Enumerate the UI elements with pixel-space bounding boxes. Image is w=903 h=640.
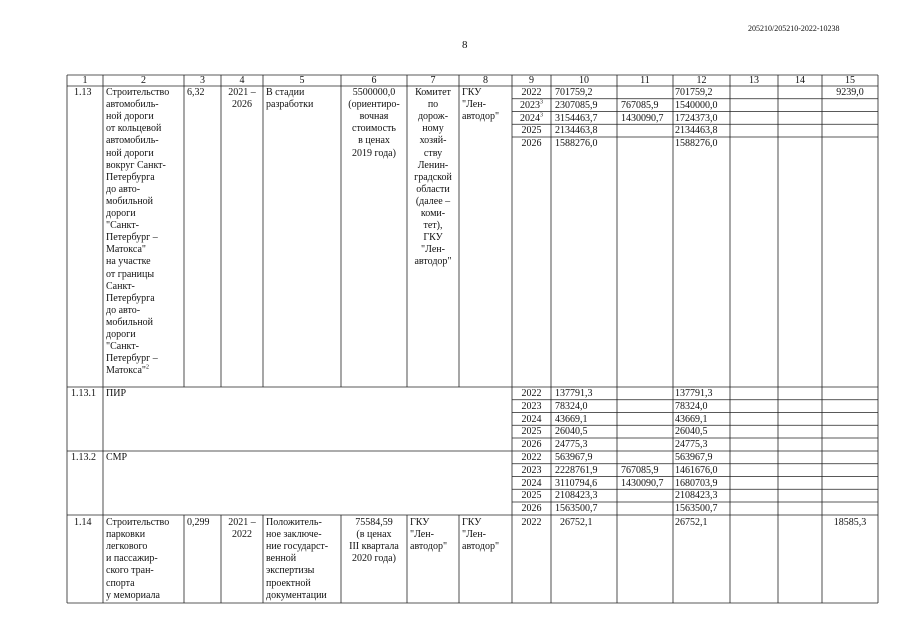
- object-name: автомобиль-: [106, 135, 159, 147]
- federal-value: 767085,9: [621, 99, 659, 111]
- regional-value: 43669,1: [675, 413, 708, 425]
- year: 2023: [521, 400, 542, 412]
- period: 2021 –: [228, 517, 256, 528]
- status: венной: [266, 553, 297, 565]
- col15-value: 18585,3: [833, 517, 867, 528]
- total-value: 43669,1: [555, 413, 588, 425]
- object-name: "Санкт-: [106, 341, 139, 353]
- header-number: 9: [529, 74, 534, 86]
- object-name: на участке: [106, 256, 151, 268]
- estimated-cost: (ориентиро-: [348, 99, 400, 111]
- object-name: парковки: [106, 529, 146, 541]
- total-value: 26752,1: [560, 517, 593, 528]
- header-number: 12: [696, 74, 707, 86]
- federal-value: 1430090,7: [621, 112, 664, 124]
- header-number: 7: [430, 74, 436, 86]
- header-number: 10: [579, 74, 589, 86]
- regional-value: 701759,2: [675, 87, 713, 98]
- customer: Ленин-: [417, 159, 449, 171]
- customer: автодор": [414, 256, 452, 268]
- estimated-cost: в ценах: [358, 135, 390, 147]
- customer: "Лен-: [410, 529, 434, 541]
- year: 2025: [521, 490, 542, 502]
- object-name: у мемориала: [106, 589, 160, 601]
- executor: "Лен-: [462, 99, 486, 111]
- customer: по: [427, 99, 439, 111]
- regional-value: 1563500,7: [675, 503, 718, 514]
- regional-value: 137791,3: [675, 388, 713, 399]
- header-number: 1: [82, 74, 88, 86]
- total-value: 1588276,0: [555, 138, 598, 149]
- regional-value: 1680703,9: [675, 477, 718, 489]
- object-name: Матокса"$^2$: [106, 364, 149, 377]
- row-number: 1.13.1: [71, 388, 96, 399]
- header-number: 15: [845, 74, 855, 86]
- object-name: спорта: [106, 577, 135, 589]
- total-value: 3154463,7: [555, 112, 598, 124]
- object-name: Петербург –: [106, 353, 158, 365]
- regional-value: 2108423,3: [675, 490, 718, 502]
- total-value: 3110794,6: [555, 477, 598, 489]
- customer: ству: [423, 147, 443, 159]
- federal-value: 767085,9: [621, 464, 659, 476]
- estimated-cost: стоимость: [352, 123, 396, 135]
- object-name: Петербург –: [106, 232, 158, 244]
- year: 2022: [521, 517, 542, 528]
- header-number: 11: [640, 74, 650, 86]
- object-name: ной дороги: [106, 111, 154, 123]
- total-value: 2228761,9: [555, 464, 598, 476]
- length-km: 0,299: [187, 517, 210, 528]
- header-number: 3: [200, 74, 205, 86]
- object-name: Матокса": [106, 244, 146, 256]
- row-number: 1.13: [74, 87, 92, 98]
- period: 2026: [232, 99, 252, 111]
- executor: "Лен-: [462, 529, 486, 541]
- total-value: 1563500,7: [555, 503, 598, 514]
- total-value: 78324,0: [555, 400, 588, 412]
- object-name: Строительство: [106, 87, 170, 98]
- status: разработки: [266, 99, 314, 111]
- col15-value: 9239,0: [836, 87, 864, 98]
- executor: автодор": [462, 541, 500, 553]
- regional-value: 1540000,0: [675, 99, 718, 111]
- customer: дорож-: [417, 111, 449, 123]
- executor: автодор": [462, 111, 500, 123]
- object-name: мобильной: [106, 195, 154, 207]
- object-name: Строительство: [106, 517, 170, 528]
- page-number: 8: [462, 39, 468, 51]
- footnote-marker: 2: [146, 364, 149, 371]
- year: 2024: [521, 413, 542, 425]
- year: 2023: [521, 464, 542, 476]
- object-name: и пассажир-: [106, 553, 158, 565]
- regional-value: 1461676,0: [675, 464, 718, 476]
- total-value: 2108423,3: [555, 490, 598, 502]
- estimated-cost: 2019 года): [352, 147, 396, 159]
- object-name: дороги: [106, 208, 136, 219]
- regional-value: 563967,9: [675, 452, 713, 463]
- object-name: ского тран-: [106, 565, 154, 577]
- object-name: легкового: [106, 541, 148, 553]
- footnote-marker: 3: [540, 99, 543, 106]
- year: 2026: [521, 439, 542, 450]
- total-value: 701759,2: [555, 87, 593, 98]
- estimated-cost: III квартала: [349, 541, 399, 553]
- object-name: вокруг Санкт-: [106, 159, 166, 171]
- object-name: Петербурга: [106, 292, 155, 304]
- customer: области: [416, 183, 450, 195]
- status: ние государст-: [266, 541, 329, 553]
- customer: ГКУ: [423, 232, 443, 244]
- object-name: мобильной: [106, 316, 154, 328]
- total-value: 26040,5: [555, 426, 588, 438]
- regional-value: 26040,5: [675, 426, 708, 438]
- customer: ГКУ: [410, 517, 430, 528]
- total-value: 563967,9: [555, 452, 593, 463]
- period: 2022: [232, 529, 252, 541]
- year: 2026: [521, 138, 542, 149]
- estimated-cost: (в ценах: [356, 529, 392, 541]
- total-value: 2134463,8: [555, 125, 598, 137]
- header-number: 8: [483, 74, 488, 86]
- year: 2025: [521, 426, 542, 438]
- footnote-marker: 3: [540, 112, 543, 119]
- regional-value: 1588276,0: [675, 138, 718, 149]
- object-name: Петербурга: [106, 171, 155, 183]
- object-name: до авто-: [106, 183, 141, 195]
- customer: коми-: [420, 208, 446, 219]
- year: 2025: [521, 125, 542, 137]
- estimated-cost: 5500000,0: [352, 87, 396, 98]
- year: 2022: [521, 388, 542, 399]
- document-id: 205210/205210-2022-10238: [748, 24, 840, 33]
- regional-value: 1724373,0: [675, 112, 718, 124]
- object-name: до авто-: [106, 304, 141, 316]
- year: 2022: [521, 452, 542, 463]
- row-number: 1.14: [74, 517, 92, 528]
- status: ное заключе-: [266, 529, 322, 541]
- customer: автодор": [410, 541, 448, 553]
- object-name: дороги: [106, 329, 136, 340]
- customer: хозяй-: [419, 135, 447, 147]
- customer: градской: [414, 171, 452, 183]
- executor: ГКУ: [462, 87, 482, 98]
- estimated-cost: 2020 года): [352, 553, 396, 565]
- year: 2022: [521, 87, 542, 98]
- header-number: 6: [371, 74, 377, 86]
- total-value: 24775,3: [555, 439, 588, 450]
- status: экспертизы: [266, 565, 315, 577]
- header-number: 4: [239, 74, 245, 86]
- customer: ному: [422, 123, 444, 135]
- section-label: СМР: [106, 452, 128, 463]
- row-number: 1.13.2: [71, 452, 96, 463]
- length-km: 6,32: [187, 87, 205, 98]
- total-value: 2307085,9: [555, 99, 598, 111]
- object-name: от кольцевой: [106, 123, 162, 135]
- header-number: 2: [141, 74, 146, 86]
- period: 2021 –: [228, 87, 256, 98]
- header-number: 13: [749, 74, 759, 86]
- year: 2024: [521, 477, 542, 489]
- regional-value: 78324,0: [675, 400, 708, 412]
- year: 2024$^3$: [520, 112, 543, 124]
- total-value: 137791,3: [555, 388, 593, 399]
- executor: ГКУ: [462, 517, 482, 528]
- federal-value: 1430090,7: [621, 477, 664, 489]
- object-name: ной дороги: [106, 147, 154, 159]
- object-name: Санкт-: [106, 280, 135, 292]
- estimated-cost: 75584,59: [355, 517, 393, 528]
- header-number: 14: [795, 74, 805, 86]
- customer: тет),: [423, 220, 443, 232]
- status: В стадии: [266, 87, 305, 98]
- header-number: 5: [299, 74, 305, 86]
- year: 2023$^3$: [520, 99, 543, 111]
- regional-value: 2134463,8: [675, 125, 718, 137]
- object-name: автомобиль-: [106, 99, 159, 111]
- year: 2026: [521, 503, 542, 514]
- regional-value: 26752,1: [675, 517, 708, 528]
- customer: (далее –: [415, 195, 451, 207]
- customer: "Лен-: [421, 244, 445, 256]
- customer: Комитет: [415, 87, 451, 98]
- status: документации: [266, 589, 327, 601]
- status: Положитель-: [266, 517, 322, 528]
- object-name: "Санкт-: [106, 220, 139, 232]
- estimated-cost: вочная: [359, 111, 389, 123]
- status: проектной: [266, 577, 311, 589]
- section-label: ПИР: [106, 388, 127, 399]
- regional-value: 24775,3: [675, 439, 708, 450]
- object-name: от границы: [106, 268, 155, 280]
